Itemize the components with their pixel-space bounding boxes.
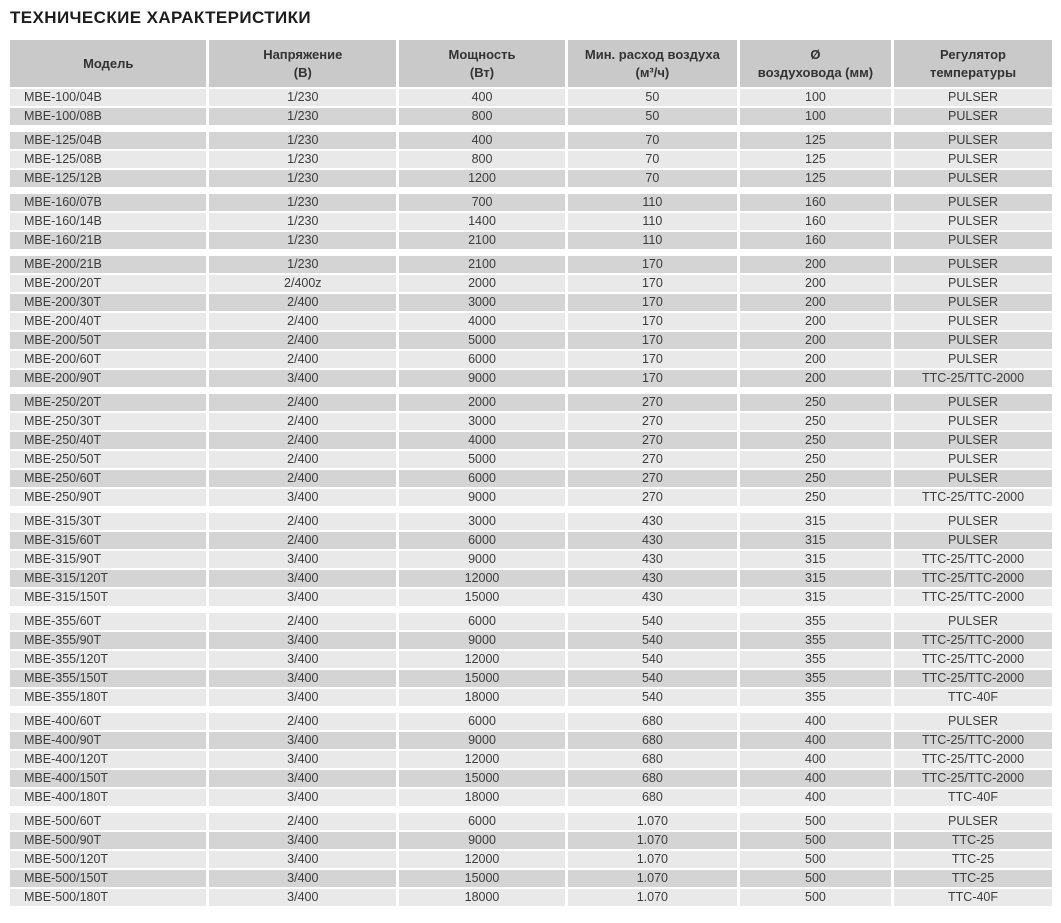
table-row: [10, 788, 1052, 810]
table-row: [10, 150, 1052, 169]
model-cell: MBE-315/30T: [10, 510, 208, 532]
diameter-cell: 500: [738, 869, 892, 888]
voltage-cell: 1/230: [208, 231, 398, 253]
model-cell: MBE-160/21B: [10, 231, 208, 253]
model-cell: MBE-500/120T: [10, 850, 208, 869]
diameter-cell: 250: [738, 431, 892, 450]
power-cell: 15000: [398, 669, 567, 688]
airflow-cell: 110: [566, 191, 738, 213]
model-cell: MBE-400/150T: [10, 769, 208, 788]
model-cell: MBE-200/40T: [10, 312, 208, 331]
power-cell: 15000: [398, 588, 567, 610]
airflow-cell: 680: [566, 710, 738, 732]
diameter-cell: 315: [738, 531, 892, 550]
model-cell: MBE-250/40T: [10, 431, 208, 450]
power-cell: 9000: [398, 488, 567, 510]
power-cell: 5000: [398, 450, 567, 469]
table-row: [10, 312, 1052, 331]
table-row: [10, 107, 1052, 129]
table-row: [10, 412, 1052, 431]
regulator-cell: TTC-40F: [893, 688, 1052, 710]
diameter-cell: 355: [738, 631, 892, 650]
model-cell: MBE-100/04B: [10, 88, 208, 107]
power-cell: 15000: [398, 869, 567, 888]
regulator-cell: PULSER: [893, 231, 1052, 253]
column-header-duct-diameter: Ø воздуховода (мм): [738, 40, 892, 88]
voltage-cell: 3/400: [208, 631, 398, 650]
voltage-cell: 2/400: [208, 710, 398, 732]
diameter-cell: 400: [738, 788, 892, 810]
table-row: [10, 610, 1052, 632]
power-cell: 3000: [398, 510, 567, 532]
table-row: [10, 293, 1052, 312]
table-row: [10, 550, 1052, 569]
regulator-cell: PULSER: [893, 88, 1052, 107]
airflow-cell: 680: [566, 769, 738, 788]
power-cell: 4000: [398, 312, 567, 331]
table-row: [10, 850, 1052, 869]
regulator-cell: TTC-25/TTC-2000: [893, 750, 1052, 769]
diameter-cell: 355: [738, 669, 892, 688]
diameter-cell: 200: [738, 331, 892, 350]
diameter-cell: 355: [738, 610, 892, 632]
power-cell: 9000: [398, 369, 567, 391]
diameter-cell: 315: [738, 569, 892, 588]
table-row: [10, 88, 1052, 107]
regulator-cell: TTC-25/TTC-2000: [893, 731, 1052, 750]
voltage-cell: 3/400: [208, 588, 398, 610]
table-row: [10, 569, 1052, 588]
diameter-cell: 315: [738, 588, 892, 610]
model-cell: MBE-200/21B: [10, 253, 208, 275]
power-cell: 6000: [398, 710, 567, 732]
regulator-cell: TTC-25/TTC-2000: [893, 569, 1052, 588]
regulator-cell: PULSER: [893, 253, 1052, 275]
power-cell: 2100: [398, 253, 567, 275]
diameter-cell: 200: [738, 312, 892, 331]
airflow-cell: 170: [566, 274, 738, 293]
airflow-cell: 110: [566, 231, 738, 253]
column-header-voltage: Напряжение (В): [208, 40, 398, 88]
power-cell: 12000: [398, 750, 567, 769]
power-cell: 700: [398, 191, 567, 213]
regulator-cell: TTC-25/TTC-2000: [893, 650, 1052, 669]
model-cell: MBE-355/90T: [10, 631, 208, 650]
voltage-cell: 2/400: [208, 450, 398, 469]
diameter-cell: 125: [738, 129, 892, 151]
voltage-cell: 3/400: [208, 788, 398, 810]
airflow-cell: 110: [566, 212, 738, 231]
power-cell: 2000: [398, 274, 567, 293]
model-cell: MBE-250/90T: [10, 488, 208, 510]
technical-specs-table: [10, 40, 1052, 908]
regulator-cell: TTC-25: [893, 869, 1052, 888]
voltage-cell: 3/400: [208, 550, 398, 569]
model-cell: MBE-355/120T: [10, 650, 208, 669]
airflow-cell: 430: [566, 588, 738, 610]
power-cell: 15000: [398, 769, 567, 788]
airflow-cell: 1.070: [566, 869, 738, 888]
model-cell: MBE-160/07B: [10, 191, 208, 213]
diameter-cell: 160: [738, 191, 892, 213]
voltage-cell: 3/400: [208, 769, 398, 788]
table-row: [10, 869, 1052, 888]
voltage-cell: 2/400: [208, 350, 398, 369]
regulator-cell: TTC-25/TTC-2000: [893, 631, 1052, 650]
airflow-cell: 1.070: [566, 831, 738, 850]
voltage-cell: 2/400: [208, 610, 398, 632]
table-row: [10, 688, 1052, 710]
model-cell: MBE-200/90T: [10, 369, 208, 391]
model-cell: MBE-315/150T: [10, 588, 208, 610]
power-cell: 18000: [398, 788, 567, 810]
power-cell: 9000: [398, 550, 567, 569]
regulator-cell: PULSER: [893, 810, 1052, 832]
regulator-cell: PULSER: [893, 510, 1052, 532]
model-cell: MBE-315/90T: [10, 550, 208, 569]
voltage-cell: 1/230: [208, 107, 398, 129]
voltage-cell: 3/400: [208, 650, 398, 669]
airflow-cell: 540: [566, 650, 738, 669]
airflow-cell: 170: [566, 350, 738, 369]
diameter-cell: 200: [738, 293, 892, 312]
voltage-cell: 3/400: [208, 488, 398, 510]
model-cell: MBE-400/60T: [10, 710, 208, 732]
airflow-cell: 170: [566, 312, 738, 331]
power-cell: 400: [398, 129, 567, 151]
power-cell: 6000: [398, 610, 567, 632]
model-cell: MBE-100/08B: [10, 107, 208, 129]
power-cell: 6000: [398, 810, 567, 832]
regulator-cell: PULSER: [893, 169, 1052, 191]
column-header-temp-regulator: Регулятор температуры: [893, 40, 1052, 88]
power-cell: 4000: [398, 431, 567, 450]
model-cell: MBE-200/50T: [10, 331, 208, 350]
page-title: ТЕХНИЧЕСКИЕ ХАРАКТЕРИСТИКИ: [10, 8, 312, 27]
voltage-cell: 1/230: [208, 212, 398, 231]
table-row: [10, 129, 1052, 151]
model-cell: MBE-250/50T: [10, 450, 208, 469]
table-row: [10, 750, 1052, 769]
diameter-cell: 200: [738, 253, 892, 275]
diameter-cell: 200: [738, 274, 892, 293]
table-row: [10, 510, 1052, 532]
regulator-cell: PULSER: [893, 450, 1052, 469]
power-cell: 9000: [398, 631, 567, 650]
model-cell: MBE-200/60T: [10, 350, 208, 369]
regulator-cell: PULSER: [893, 531, 1052, 550]
model-cell: MBE-125/12B: [10, 169, 208, 191]
diameter-cell: 125: [738, 169, 892, 191]
model-cell: MBE-500/180T: [10, 888, 208, 907]
regulator-cell: TTC-40F: [893, 888, 1052, 907]
diameter-cell: 100: [738, 88, 892, 107]
regulator-cell: PULSER: [893, 331, 1052, 350]
voltage-cell: 2/400: [208, 510, 398, 532]
model-cell: MBE-200/20T: [10, 274, 208, 293]
voltage-cell: 1/230: [208, 191, 398, 213]
voltage-cell: 3/400: [208, 369, 398, 391]
regulator-cell: PULSER: [893, 610, 1052, 632]
table-row: [10, 831, 1052, 850]
airflow-cell: 680: [566, 731, 738, 750]
voltage-cell: 3/400: [208, 831, 398, 850]
table-row: [10, 588, 1052, 610]
voltage-cell: 3/400: [208, 669, 398, 688]
diameter-cell: 160: [738, 212, 892, 231]
airflow-cell: 1.070: [566, 810, 738, 832]
voltage-cell: 3/400: [208, 888, 398, 907]
model-cell: MBE-400/120T: [10, 750, 208, 769]
regulator-cell: PULSER: [893, 129, 1052, 151]
regulator-cell: PULSER: [893, 293, 1052, 312]
diameter-cell: 100: [738, 107, 892, 129]
regulator-cell: PULSER: [893, 350, 1052, 369]
power-cell: 12000: [398, 850, 567, 869]
airflow-cell: 50: [566, 88, 738, 107]
voltage-cell: 2/400: [208, 391, 398, 413]
table-row: [10, 531, 1052, 550]
airflow-cell: 270: [566, 469, 738, 488]
voltage-cell: 3/400: [208, 731, 398, 750]
power-cell: 9000: [398, 731, 567, 750]
airflow-cell: 540: [566, 631, 738, 650]
regulator-cell: TTC-25/TTC-2000: [893, 550, 1052, 569]
table-row: [10, 274, 1052, 293]
regulator-cell: TTC-25/TTC-2000: [893, 488, 1052, 510]
model-cell: MBE-250/20T: [10, 391, 208, 413]
regulator-cell: PULSER: [893, 191, 1052, 213]
diameter-cell: 500: [738, 831, 892, 850]
airflow-cell: 540: [566, 688, 738, 710]
table-row: [10, 731, 1052, 750]
airflow-cell: 1.070: [566, 888, 738, 907]
table-row: [10, 231, 1052, 253]
regulator-cell: PULSER: [893, 710, 1052, 732]
power-cell: 2100: [398, 231, 567, 253]
airflow-cell: 170: [566, 293, 738, 312]
diameter-cell: 250: [738, 450, 892, 469]
diameter-cell: 400: [738, 750, 892, 769]
power-cell: 12000: [398, 569, 567, 588]
airflow-cell: 170: [566, 369, 738, 391]
regulator-cell: PULSER: [893, 469, 1052, 488]
regulator-cell: PULSER: [893, 212, 1052, 231]
regulator-cell: TTC-25: [893, 850, 1052, 869]
power-cell: 2000: [398, 391, 567, 413]
airflow-cell: 430: [566, 550, 738, 569]
airflow-cell: 170: [566, 331, 738, 350]
voltage-cell: 1/230: [208, 253, 398, 275]
model-cell: MBE-160/14B: [10, 212, 208, 231]
diameter-cell: 315: [738, 550, 892, 569]
model-cell: MBE-315/120T: [10, 569, 208, 588]
power-cell: 800: [398, 150, 567, 169]
model-cell: MBE-500/60T: [10, 810, 208, 832]
airflow-cell: 270: [566, 450, 738, 469]
airflow-cell: 430: [566, 569, 738, 588]
regulator-cell: TTC-25/TTC-2000: [893, 369, 1052, 391]
power-cell: 18000: [398, 888, 567, 907]
diameter-cell: 400: [738, 731, 892, 750]
voltage-cell: 2/400: [208, 331, 398, 350]
power-cell: 9000: [398, 831, 567, 850]
power-cell: 1400: [398, 212, 567, 231]
power-cell: 6000: [398, 531, 567, 550]
diameter-cell: 400: [738, 710, 892, 732]
airflow-cell: 70: [566, 150, 738, 169]
table-row: [10, 488, 1052, 510]
regulator-cell: PULSER: [893, 431, 1052, 450]
table-row: [10, 191, 1052, 213]
model-cell: MBE-500/150T: [10, 869, 208, 888]
airflow-cell: 270: [566, 488, 738, 510]
table-row: [10, 331, 1052, 350]
regulator-cell: TTC-25: [893, 831, 1052, 850]
voltage-cell: 2/400: [208, 431, 398, 450]
voltage-cell: 2/400: [208, 293, 398, 312]
voltage-cell: 2/400: [208, 469, 398, 488]
table-header: [10, 40, 1052, 88]
diameter-cell: 500: [738, 850, 892, 869]
power-cell: 12000: [398, 650, 567, 669]
voltage-cell: 2/400: [208, 312, 398, 331]
power-cell: 3000: [398, 412, 567, 431]
regulator-cell: TTC-25/TTC-2000: [893, 769, 1052, 788]
table-row: [10, 431, 1052, 450]
table-row: [10, 350, 1052, 369]
airflow-cell: 70: [566, 129, 738, 151]
diameter-cell: 500: [738, 810, 892, 832]
power-cell: 1200: [398, 169, 567, 191]
diameter-cell: 200: [738, 350, 892, 369]
table-row: [10, 631, 1052, 650]
table-row: [10, 769, 1052, 788]
model-cell: MBE-500/90T: [10, 831, 208, 850]
regulator-cell: PULSER: [893, 391, 1052, 413]
table-row: [10, 669, 1052, 688]
diameter-cell: 500: [738, 888, 892, 907]
power-cell: 6000: [398, 469, 567, 488]
voltage-cell: 3/400: [208, 569, 398, 588]
voltage-cell: 1/230: [208, 169, 398, 191]
table-row: [10, 469, 1052, 488]
voltage-cell: 2/400: [208, 531, 398, 550]
diameter-cell: 250: [738, 412, 892, 431]
table-row: [10, 650, 1052, 669]
diameter-cell: 355: [738, 650, 892, 669]
model-cell: MBE-355/180T: [10, 688, 208, 710]
table-row: [10, 212, 1052, 231]
model-cell: MBE-125/08B: [10, 150, 208, 169]
regulator-cell: PULSER: [893, 107, 1052, 129]
diameter-cell: 315: [738, 510, 892, 532]
table-row: [10, 253, 1052, 275]
diameter-cell: 355: [738, 688, 892, 710]
column-header-power: Мощность (Вт): [398, 40, 567, 88]
regulator-cell: PULSER: [893, 150, 1052, 169]
table-row: [10, 391, 1052, 413]
airflow-cell: 430: [566, 531, 738, 550]
diameter-cell: 160: [738, 231, 892, 253]
spec-table-body: [10, 88, 1052, 907]
model-cell: MBE-250/30T: [10, 412, 208, 431]
regulator-cell: PULSER: [893, 274, 1052, 293]
airflow-cell: 540: [566, 669, 738, 688]
airflow-cell: 1.070: [566, 850, 738, 869]
power-cell: 6000: [398, 350, 567, 369]
table-row: [10, 810, 1052, 832]
column-header-model: Модель: [10, 40, 208, 88]
regulator-cell: PULSER: [893, 412, 1052, 431]
diameter-cell: 125: [738, 150, 892, 169]
diameter-cell: 250: [738, 488, 892, 510]
model-cell: MBE-355/150T: [10, 669, 208, 688]
diameter-cell: 250: [738, 391, 892, 413]
airflow-cell: 680: [566, 788, 738, 810]
airflow-cell: 270: [566, 412, 738, 431]
regulator-cell: TTC-40F: [893, 788, 1052, 810]
power-cell: 3000: [398, 293, 567, 312]
diameter-cell: 200: [738, 369, 892, 391]
model-cell: MBE-315/60T: [10, 531, 208, 550]
power-cell: 5000: [398, 331, 567, 350]
airflow-cell: 50: [566, 107, 738, 129]
model-cell: MBE-200/30T: [10, 293, 208, 312]
table-row: [10, 888, 1052, 907]
model-cell: MBE-400/180T: [10, 788, 208, 810]
voltage-cell: 1/230: [208, 150, 398, 169]
airflow-cell: 170: [566, 253, 738, 275]
voltage-cell: 3/400: [208, 750, 398, 769]
model-cell: MBE-400/90T: [10, 731, 208, 750]
diameter-cell: 400: [738, 769, 892, 788]
table-row: [10, 369, 1052, 391]
model-cell: MBE-125/04B: [10, 129, 208, 151]
model-cell: MBE-250/60T: [10, 469, 208, 488]
model-cell: MBE-355/60T: [10, 610, 208, 632]
table-row: [10, 169, 1052, 191]
airflow-cell: 270: [566, 431, 738, 450]
regulator-cell: TTC-25/TTC-2000: [893, 669, 1052, 688]
voltage-cell: 1/230: [208, 129, 398, 151]
table-row: [10, 450, 1052, 469]
airflow-cell: 70: [566, 169, 738, 191]
voltage-cell: 3/400: [208, 850, 398, 869]
voltage-cell: 2/400z: [208, 274, 398, 293]
power-cell: 18000: [398, 688, 567, 710]
airflow-cell: 680: [566, 750, 738, 769]
voltage-cell: 3/400: [208, 688, 398, 710]
airflow-cell: 270: [566, 391, 738, 413]
regulator-cell: PULSER: [893, 312, 1052, 331]
power-cell: 400: [398, 88, 567, 107]
power-cell: 800: [398, 107, 567, 129]
regulator-cell: TTC-25/TTC-2000: [893, 588, 1052, 610]
voltage-cell: 3/400: [208, 869, 398, 888]
voltage-cell: 2/400: [208, 810, 398, 832]
airflow-cell: 430: [566, 510, 738, 532]
column-header-min-airflow: Мин. расход воздуха (м³/ч): [566, 40, 738, 88]
voltage-cell: 1/230: [208, 88, 398, 107]
table-row: [10, 710, 1052, 732]
airflow-cell: 540: [566, 610, 738, 632]
voltage-cell: 2/400: [208, 412, 398, 431]
diameter-cell: 250: [738, 469, 892, 488]
